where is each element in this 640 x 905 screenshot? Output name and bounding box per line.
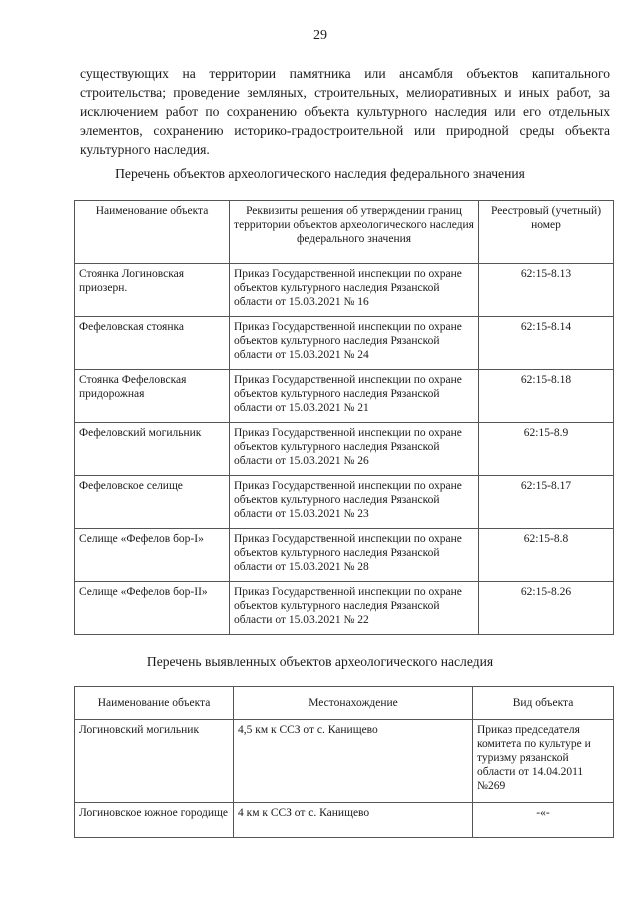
column-header-object-type: Вид объекта bbox=[473, 687, 614, 720]
table-row bbox=[75, 529, 614, 582]
column-header-name: Наименование объекта bbox=[75, 201, 230, 264]
object-name: Фефеловский могильник bbox=[75, 423, 230, 476]
table-header-row bbox=[75, 201, 614, 264]
table-header-row bbox=[75, 687, 614, 720]
table-row bbox=[75, 720, 614, 803]
table-row bbox=[75, 423, 614, 476]
register-number: 62:15-8.14 bbox=[479, 317, 614, 370]
object-location: 4,5 км к ССЗ от с. Канищево bbox=[234, 720, 473, 803]
decision-details: Приказ Государственной инспекции по охране объектов культурного наследия Рязанской области от 15.03.2021 № 28 bbox=[230, 529, 479, 582]
table-row bbox=[75, 582, 614, 635]
register-number: 62:15-8.18 bbox=[479, 370, 614, 423]
intro-paragraph: существующих на территории памятника или ансамбля объектов капитального строительства; проведение земляных, строительных, мелиоративных и иных работ, за исключением работ по сохранению объекта культурного наследия или его отдельных элементов, сохранению историко-градостроительной или природной среды объекта культурного наследия. bbox=[80, 66, 610, 157]
table-row bbox=[75, 803, 614, 838]
object-type: -«- bbox=[473, 803, 614, 838]
decision-details: Приказ Государственной инспекции по охране объектов культурного наследия Рязанской области от 15.03.2021 № 21 bbox=[230, 370, 479, 423]
decision-details: Приказ Государственной инспекции по охране объектов культурного наследия Рязанской области от 15.03.2021 № 24 bbox=[230, 317, 479, 370]
register-number: 62:15-8.13 bbox=[479, 264, 614, 317]
object-location: 4 км к ССЗ от с. Канищево bbox=[234, 803, 473, 838]
object-name: Логиновский могильник bbox=[75, 720, 234, 803]
page-number: 29 bbox=[313, 28, 327, 43]
object-name: Селище «Фефелов бор-I» bbox=[75, 529, 230, 582]
object-name: Логиновское южное городище bbox=[75, 803, 234, 838]
register-number: 62:15-8.26 bbox=[479, 582, 614, 635]
register-number: 62:15-8.17 bbox=[479, 476, 614, 529]
identified-list-heading: Перечень выявленных объектов археологического наследия bbox=[146, 654, 494, 669]
column-header-name: Наименование объекта bbox=[75, 687, 234, 720]
decision-details: Приказ Государственной инспекции по охране объектов культурного наследия Рязанской области от 15.03.2021 № 22 bbox=[230, 582, 479, 635]
register-number: 62:15-8.9 bbox=[479, 423, 614, 476]
register-number: 62:15-8.8 bbox=[479, 529, 614, 582]
decision-details: Приказ Государственной инспекции по охране объектов культурного наследия Рязанской области от 15.03.2021 № 23 bbox=[230, 476, 479, 529]
column-header-register-number: Реестровый (учетный) номер bbox=[479, 201, 614, 264]
decision-details: Приказ Государственной инспекции по охране объектов культурного наследия Рязанской области от 15.03.2021 № 16 bbox=[230, 264, 479, 317]
object-name: Селище «Фефелов бор-II» bbox=[75, 582, 230, 635]
object-name: Стоянка Логиновская приозерн. bbox=[75, 264, 230, 317]
table-row bbox=[75, 264, 614, 317]
identified-objects-table bbox=[74, 686, 614, 838]
decision-details: Приказ Государственной инспекции по охране объектов культурного наследия Рязанской области от 15.03.2021 № 26 bbox=[230, 423, 479, 476]
table-row bbox=[75, 317, 614, 370]
federal-objects-table bbox=[74, 200, 614, 635]
federal-list-heading: Перечень объектов археологического наследия федерального значения bbox=[115, 166, 525, 181]
object-name: Стоянка Фефеловская придорожная bbox=[75, 370, 230, 423]
object-name: Фефеловское селище bbox=[75, 476, 230, 529]
object-name: Фефеловская стоянка bbox=[75, 317, 230, 370]
table-row bbox=[75, 370, 614, 423]
column-header-decision: Реквизиты решения об утверждении границ территории объектов археологического наследия федерального значения bbox=[230, 201, 479, 264]
table-row bbox=[75, 476, 614, 529]
object-type: Приказ председателя комитета по культуре и туризму рязанской области от 14.04.2011 №269 bbox=[473, 720, 614, 803]
column-header-location: Местонахождение bbox=[234, 687, 473, 720]
